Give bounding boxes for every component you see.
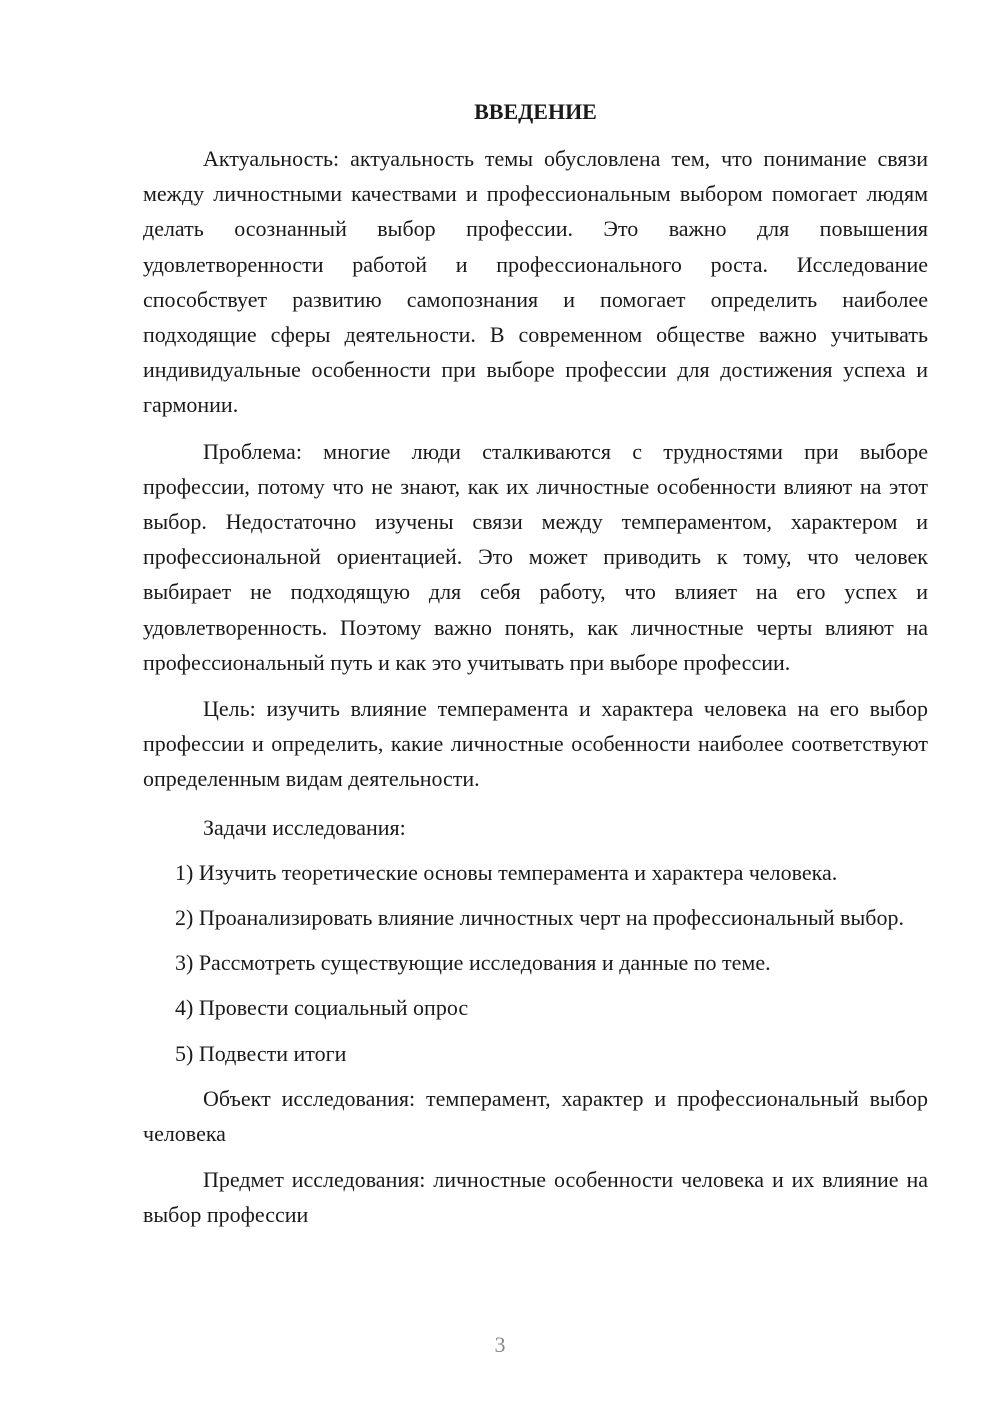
task-item: 1) Изучить теоретические основы темперамента и характера человека. (175, 859, 838, 885)
problem-paragraph: Проблема: многие люди сталкиваются с трудностями при выборе профессии, потому что не знают, как их личностные особенности влияют на этот выбор. Недостаточно изучены связи между темпераментом, характером и профессиональной ориентацией. Это может приводить к тому, что человек выбирает не подходящую для себя работу, что влияет на его успех и удовлетворенность. Поэтому важно понять, как личностные черты влияют на профессиональный путь и как это учитывать при выборе профессии. (143, 438, 928, 675)
relevance-paragraph: Актуальность: актуальность темы обусловлена тем, что понимание связи между личностными качествами и профессиональным выбором помогает людям делать осознанный выбор профессии. Это важно для повышения удовлетворенности работой и профессионального роста. Исследование способствует развитию самопознания и помогает определить наиболее подходящие сферы деятельности. В современном обществе важно учитывать индивидуальные особенности при выборе профессии для достижения успеха и гармонии. (143, 146, 928, 418)
object-paragraph: Объект исследования: темперамент, характер и профессиональный выбор человека (143, 1085, 928, 1147)
page-title: ВВЕДЕНИЕ (474, 99, 597, 124)
task-item: 5) Подвести итоги (175, 1040, 347, 1066)
task-item: 2) Проанализировать влияние личностных черт на профессиональный выбор. (175, 905, 904, 931)
task-item: 3) Рассмотреть существующие исследования и данные по теме. (175, 950, 771, 976)
page-content (143, 94, 928, 1244)
tasks-heading: Задачи исследования: (203, 814, 406, 840)
page-number: 3 (494, 1332, 506, 1357)
goal-paragraph: Цель: изучить влияние темперамента и характера человека на его выбор профессии и определить, какие личностные особенности наиболее соответствуют определенным видам деятельности. (143, 696, 928, 792)
task-item: 4) Провести социальный опрос (175, 995, 469, 1021)
subject-paragraph: Предмет исследования: личностные особенности человека и их влияние на выбор профессии (143, 1167, 928, 1228)
